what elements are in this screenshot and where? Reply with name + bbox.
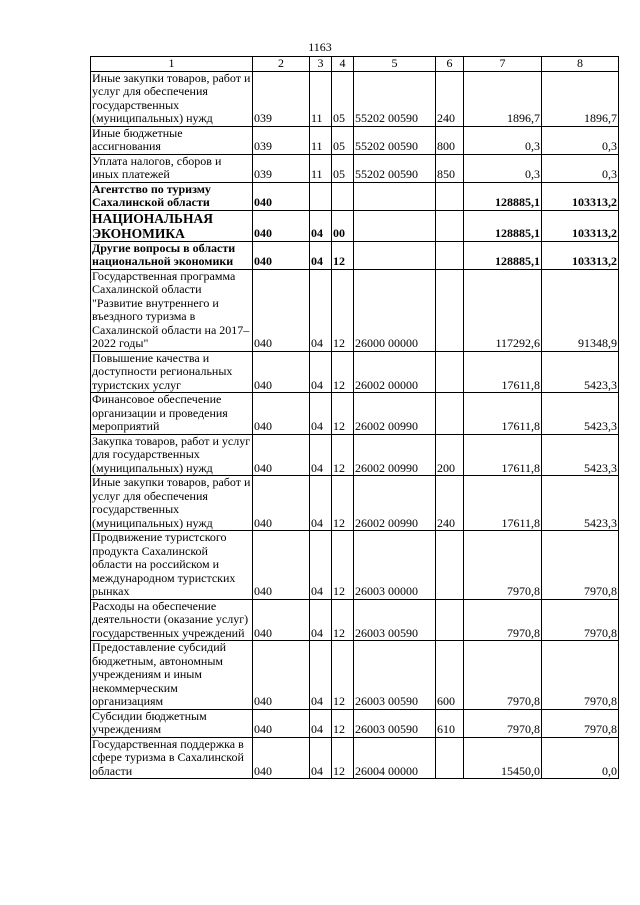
row-amount-2022-cell: 0,3 [542, 126, 619, 154]
row-amount-2021-cell: 128885,1 [464, 241, 542, 269]
row-amount-2022-cell: 103313,2 [542, 210, 619, 241]
row-pr-cell: 05 [332, 71, 354, 126]
row-rz-cell: 04 [310, 737, 332, 779]
row-pr-cell: 12 [332, 709, 354, 737]
row-pr-cell: 05 [332, 126, 354, 154]
row-ved-cell: 040 [253, 737, 310, 779]
row-rz-cell: 04 [310, 599, 332, 641]
row-amount-2021-cell: 7970,8 [464, 531, 542, 600]
row-name-cell: Предоставление субсидий бюджетным, автономным учреждениям и иным некоммерческим организациям [91, 641, 253, 710]
row-amount-2022-cell: 7970,8 [542, 599, 619, 641]
column-header: 2 [253, 57, 310, 72]
row-amount-2022-cell: 7970,8 [542, 531, 619, 600]
row-ved-cell: 039 [253, 126, 310, 154]
column-header: 6 [436, 57, 464, 72]
row-vr-cell: 850 [436, 154, 464, 182]
row-ved-cell: 039 [253, 154, 310, 182]
row-amount-2022-cell: 103313,2 [542, 241, 619, 269]
row-pr-cell: 05 [332, 154, 354, 182]
table-row [91, 210, 619, 241]
row-amount-2022-cell: 5423,3 [542, 393, 619, 435]
row-vr-cell: 200 [436, 434, 464, 476]
row-vr-cell: 800 [436, 126, 464, 154]
row-amount-2021-cell: 15450,0 [464, 737, 542, 779]
row-amount-2022-cell: 5423,3 [542, 476, 619, 531]
table-row [91, 269, 619, 351]
row-vr-cell [436, 599, 464, 641]
row-pr-cell: 12 [332, 241, 354, 269]
row-ved-cell: 040 [253, 599, 310, 641]
row-name-cell: Иные закупки товаров, работ и услуг для обеспечения государственных (муниципальных) нужд [91, 71, 253, 126]
row-amount-2022-cell: 7970,8 [542, 709, 619, 737]
table-row [91, 126, 619, 154]
page-number: 1163 [308, 40, 332, 54]
row-ved-cell: 040 [253, 476, 310, 531]
row-csr-cell: 26002 00990 [354, 393, 436, 435]
table-row [91, 599, 619, 641]
row-vr-cell [436, 269, 464, 351]
row-ved-cell: 040 [253, 393, 310, 435]
row-csr-cell [354, 182, 436, 210]
row-rz-cell: 04 [310, 476, 332, 531]
row-vr-cell [436, 182, 464, 210]
row-rz-cell: 04 [310, 393, 332, 435]
row-ved-cell: 040 [253, 531, 310, 600]
row-amount-2021-cell: 17611,8 [464, 434, 542, 476]
table-row [91, 241, 619, 269]
row-csr-cell [354, 241, 436, 269]
row-vr-cell [436, 737, 464, 779]
row-ved-cell: 040 [253, 241, 310, 269]
row-amount-2021-cell: 7970,8 [464, 641, 542, 710]
row-csr-cell: 26002 00990 [354, 476, 436, 531]
row-amount-2022-cell: 1896,7 [542, 71, 619, 126]
column-header: 3 [310, 57, 332, 72]
table-row [91, 434, 619, 476]
table-row [91, 351, 619, 393]
row-name-cell: Финансовое обеспечение организации и проведения мероприятий [91, 393, 253, 435]
row-pr-cell: 12 [332, 737, 354, 779]
row-vr-cell [436, 393, 464, 435]
row-rz-cell: 11 [310, 126, 332, 154]
row-rz-cell [310, 182, 332, 210]
row-ved-cell: 039 [253, 71, 310, 126]
row-ved-cell: 040 [253, 269, 310, 351]
row-pr-cell: 12 [332, 434, 354, 476]
row-name-cell: Государственная программа Сахалинской области "Развитие внутреннего и въездного туризма в Сахалинской области на 2017–2022 годы" [91, 269, 253, 351]
row-amount-2022-cell: 0,0 [542, 737, 619, 779]
table-row [91, 476, 619, 531]
row-amount-2021-cell: 0,3 [464, 126, 542, 154]
row-amount-2021-cell: 17611,8 [464, 351, 542, 393]
row-amount-2021-cell: 128885,1 [464, 210, 542, 241]
row-csr-cell: 26003 00000 [354, 531, 436, 600]
row-pr-cell: 12 [332, 393, 354, 435]
row-amount-2021-cell: 128885,1 [464, 182, 542, 210]
row-csr-cell: 26003 00590 [354, 599, 436, 641]
table-row [91, 709, 619, 737]
row-name-cell: Агентство по туризму Сахалинской области [91, 182, 253, 210]
row-csr-cell: 26003 00590 [354, 641, 436, 710]
row-ved-cell: 040 [253, 182, 310, 210]
row-vr-cell [436, 210, 464, 241]
row-csr-cell: 26000 00000 [354, 269, 436, 351]
header-row [91, 57, 619, 72]
row-pr-cell: 12 [332, 641, 354, 710]
row-amount-2021-cell: 17611,8 [464, 393, 542, 435]
row-ved-cell: 040 [253, 351, 310, 393]
table-row [91, 393, 619, 435]
row-name-cell: НАЦИОНАЛЬНАЯ ЭКОНОМИКА [91, 210, 253, 241]
row-pr-cell: 00 [332, 210, 354, 241]
table-row [91, 737, 619, 779]
row-ved-cell: 040 [253, 210, 310, 241]
row-pr-cell: 12 [332, 476, 354, 531]
row-amount-2021-cell: 17611,8 [464, 476, 542, 531]
row-vr-cell [436, 241, 464, 269]
row-vr-cell: 610 [436, 709, 464, 737]
row-amount-2021-cell: 1896,7 [464, 71, 542, 126]
row-amount-2022-cell: 91348,9 [542, 269, 619, 351]
row-csr-cell: 55202 00590 [354, 71, 436, 126]
row-name-cell: Иные бюджетные ассигнования [91, 126, 253, 154]
table-row [91, 641, 619, 710]
row-amount-2022-cell: 5423,3 [542, 351, 619, 393]
row-rz-cell: 04 [310, 241, 332, 269]
table-row [91, 531, 619, 600]
row-rz-cell: 04 [310, 531, 332, 600]
row-amount-2022-cell: 0,3 [542, 154, 619, 182]
row-ved-cell: 040 [253, 641, 310, 710]
row-rz-cell: 04 [310, 641, 332, 710]
row-rz-cell: 04 [310, 709, 332, 737]
row-name-cell: Уплата налогов, сборов и иных платежей [91, 154, 253, 182]
row-amount-2021-cell: 7970,8 [464, 709, 542, 737]
row-ved-cell: 040 [253, 709, 310, 737]
row-ved-cell: 040 [253, 434, 310, 476]
row-csr-cell [354, 210, 436, 241]
row-pr-cell: 12 [332, 599, 354, 641]
table-row [91, 154, 619, 182]
table-row [91, 182, 619, 210]
column-header: 8 [542, 57, 619, 72]
column-header: 1 [91, 57, 253, 72]
row-rz-cell: 04 [310, 269, 332, 351]
row-rz-cell: 11 [310, 71, 332, 126]
row-name-cell: Расходы на обеспечение деятельности (оказание услуг) государственных учреждений [91, 599, 253, 641]
row-name-cell: Повышение качества и доступности региональных туристских услуг [91, 351, 253, 393]
column-header: 4 [332, 57, 354, 72]
row-rz-cell: 11 [310, 154, 332, 182]
row-pr-cell: 12 [332, 531, 354, 600]
row-amount-2021-cell: 7970,8 [464, 599, 542, 641]
row-amount-2022-cell: 7970,8 [542, 641, 619, 710]
row-name-cell: Субсидии бюджетным учреждениям [91, 709, 253, 737]
row-name-cell: Продвижение туристского продукта Сахалинской области на российском и международном туристских рынках [91, 531, 253, 600]
row-csr-cell: 55202 00590 [354, 154, 436, 182]
row-rz-cell: 04 [310, 434, 332, 476]
row-vr-cell: 240 [436, 476, 464, 531]
row-name-cell: Другие вопросы в области национальной экономики [91, 241, 253, 269]
table-row [91, 71, 619, 126]
row-name-cell: Государственная поддержка в сфере туризма в Сахалинской области [91, 737, 253, 779]
row-rz-cell: 04 [310, 210, 332, 241]
row-pr-cell: 12 [332, 351, 354, 393]
row-amount-2022-cell: 5423,3 [542, 434, 619, 476]
row-csr-cell: 26002 00000 [354, 351, 436, 393]
row-csr-cell: 55202 00590 [354, 126, 436, 154]
row-vr-cell: 600 [436, 641, 464, 710]
column-header: 7 [464, 57, 542, 72]
row-pr-cell: 12 [332, 269, 354, 351]
row-amount-2021-cell: 117292,6 [464, 269, 542, 351]
row-name-cell: Закупка товаров, работ и услуг для государственных (муниципальных) нужд [91, 434, 253, 476]
budget-table [90, 56, 619, 779]
row-csr-cell: 26002 00990 [354, 434, 436, 476]
row-rz-cell: 04 [310, 351, 332, 393]
row-amount-2021-cell: 0,3 [464, 154, 542, 182]
row-pr-cell [332, 182, 354, 210]
row-vr-cell [436, 351, 464, 393]
row-amount-2022-cell: 103313,2 [542, 182, 619, 210]
row-vr-cell: 240 [436, 71, 464, 126]
row-csr-cell: 26003 00590 [354, 709, 436, 737]
row-name-cell: Иные закупки товаров, работ и услуг для обеспечения государственных (муниципальных) нужд [91, 476, 253, 531]
row-csr-cell: 26004 00000 [354, 737, 436, 779]
column-header: 5 [354, 57, 436, 72]
row-vr-cell [436, 531, 464, 600]
